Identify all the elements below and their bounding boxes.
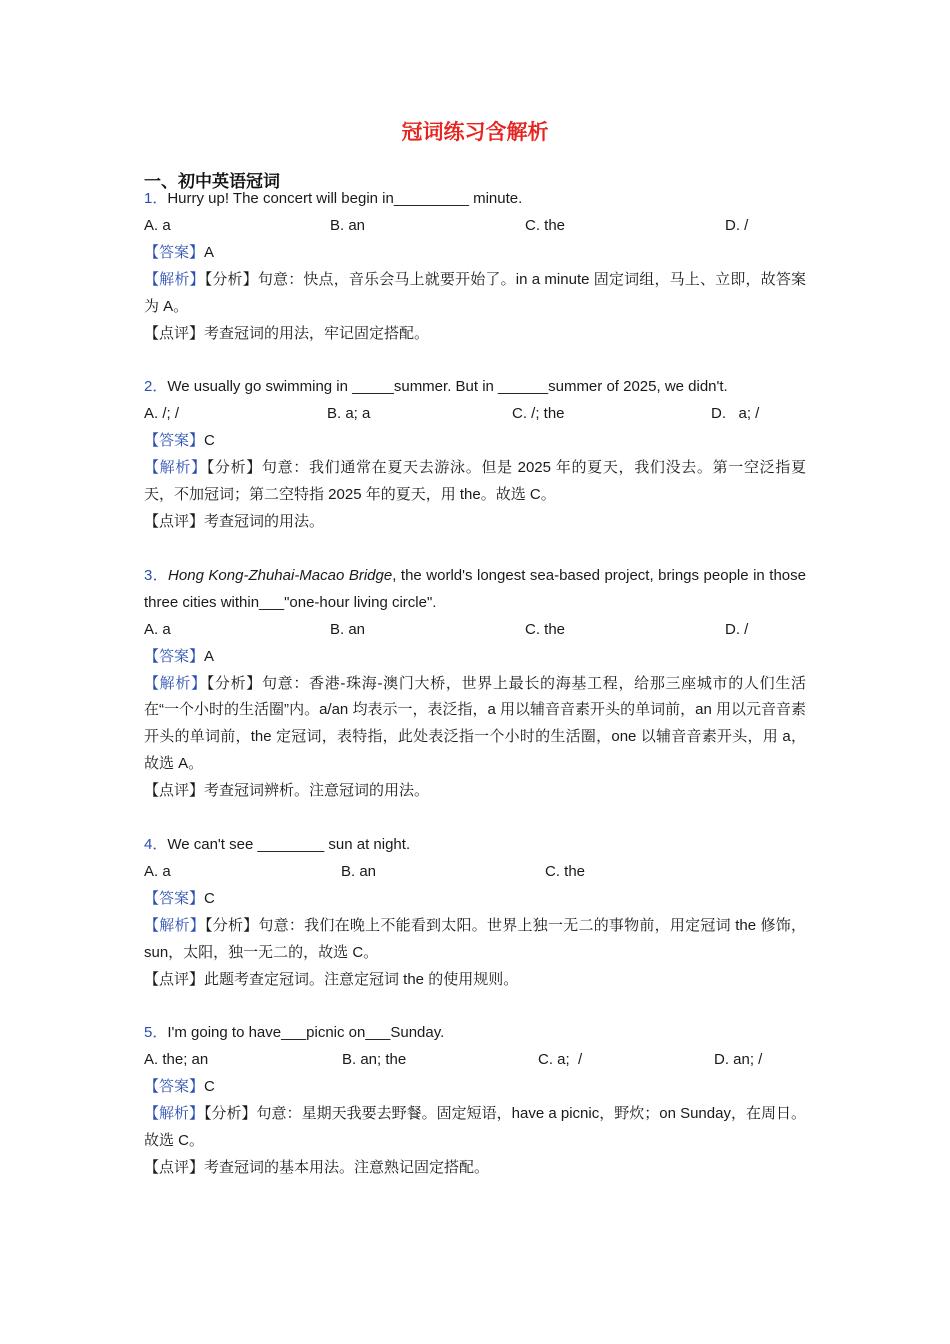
option-c: C. the (525, 620, 566, 638)
review-line: 【点评】考查冠词辨析。注意冠词的用法。 (144, 782, 430, 800)
answer-value: A (204, 647, 215, 665)
review-line: 【点评】此题考查定冠词。注意定冠词 the 的使用规则。 (144, 970, 519, 988)
option-b: B. an (330, 620, 366, 638)
analysis-text: 【分析】句意：快点，音乐会马上就要开始了。in a minute 固定词组，马上、立即，故答案为 A。 (144, 270, 806, 315)
answer-line (144, 644, 806, 671)
option-c: C. the (545, 862, 586, 880)
answer-value: C (204, 432, 215, 450)
question-number: 3． (144, 566, 169, 584)
option-d: D. a; / (711, 405, 760, 423)
section-heading: 一、初中英语冠词 (144, 172, 280, 192)
question-list (144, 186, 806, 1182)
option-d: D. an; / (714, 1051, 763, 1069)
answer-value: C (204, 889, 215, 907)
question-stem: 1．Hurry up! The concert will begin in_________ minute. (144, 190, 523, 207)
option-c: C. /; the (512, 405, 565, 423)
option-a: A. a (144, 216, 171, 234)
question-item (144, 374, 806, 535)
question-number: 2． (144, 378, 168, 396)
question-item (144, 1020, 806, 1181)
answer-options (144, 859, 806, 886)
option-b: B. an (330, 216, 366, 234)
review-line: 【点评】考查冠词的用法。 (144, 512, 325, 530)
analysis-tag: 【解析】 (144, 1105, 205, 1123)
analysis-tag: 【解析】 (144, 459, 207, 477)
document-title: 冠词练习含解析 (401, 119, 549, 144)
analysis-paragraph (144, 913, 806, 967)
answer-tag: 【答案】 (144, 1078, 205, 1096)
answer-line (144, 428, 806, 455)
analysis-text: 【分析】句意：我们在晚上不能看到太阳。世界上独一无二的事物前，用定冠词 the 修饰，sun，太阳，独一无二的，故选 C。 (144, 916, 806, 961)
question-stem: 3．Hong Kong-Zhuhai-Macao Bridge, the world's longest sea-based project, brings people in those three cities within___"one-hour living circle". (144, 566, 806, 611)
option-a: A. /; / (144, 405, 180, 423)
question-item (144, 186, 806, 347)
answer-value: C (204, 1078, 215, 1096)
option-c: C. a; / (538, 1051, 583, 1069)
question-item (144, 832, 806, 993)
analysis-paragraph (144, 455, 806, 509)
answer-options (144, 617, 806, 644)
answer-options (144, 401, 806, 428)
option-a: A. a (144, 620, 171, 638)
analysis-text: 【分析】句意：星期天我要去野餐。固定短语，have a picnic，野炊；on Sunday，在周日。故选 C。 (144, 1105, 806, 1150)
question-number: 5． (144, 1024, 168, 1042)
answer-line (144, 1074, 806, 1101)
analysis-tag: 【解析】 (144, 674, 207, 692)
answer-line (144, 240, 806, 267)
answer-tag: 【答案】 (144, 889, 205, 907)
question-number: 4． (144, 836, 168, 854)
answer-tag: 【答案】 (144, 647, 205, 665)
option-d: D. / (725, 620, 749, 638)
analysis-text: 【分析】句意：我们通常在夏天去游泳。但是 2025 年的夏天，我们没去。第一空泛指夏天，不加冠词；第二空特指 2025 年的夏天，用 the。故选 C。 (144, 459, 806, 504)
review-line: 【点评】考查冠词的基本用法。注意熟记固定搭配。 (144, 1159, 490, 1176)
question-stem: 2．We usually go swimming in _____summer. But in ______summer of 2025, we didn't. (144, 378, 728, 396)
answer-options (144, 1047, 806, 1074)
option-b: B. an; the (342, 1051, 407, 1069)
option-c: C. the (525, 216, 566, 234)
question-number: 1． (144, 190, 168, 207)
question-stem: 4．We can't see ________ sun at night. (144, 836, 411, 854)
question-item (144, 563, 806, 805)
analysis-paragraph (144, 671, 806, 779)
answer-value: A (204, 243, 215, 261)
answer-tag: 【答案】 (144, 432, 205, 450)
question-stem-italic: Hong Kong-Zhuhai-Macao Bridge (168, 566, 393, 584)
option-d: D. / (725, 216, 749, 234)
answer-line (144, 886, 806, 913)
option-a: A. the; an (144, 1051, 209, 1069)
option-b: B. an (341, 862, 377, 880)
review-line: 【点评】考查冠词的用法，牢记固定搭配。 (144, 324, 430, 342)
analysis-tag: 【解析】 (144, 916, 205, 934)
analysis-paragraph (144, 267, 806, 321)
answer-tag: 【答案】 (144, 243, 205, 261)
option-b: B. a; a (327, 405, 371, 423)
answer-options (144, 213, 806, 240)
option-a: A. a (144, 862, 171, 880)
analysis-paragraph (144, 1101, 806, 1155)
question-stem: 5．I'm going to have___picnic on___Sunday. (144, 1024, 445, 1042)
analysis-text: 【分析】句意：香港-珠海-澳门大桥，世界上最长的海基工程，给那三座城市的人们生活在“一个小时的生活圈”内。a/an 均表示一，表泛指，a 用以辅音音素开头的单词前，an 用以元音音素开头的单词前，the 定冠词，表特指，此处表泛指一个小时的生活圈，one 以辅音音素开头，用 a，故选 A。 (144, 674, 806, 773)
analysis-tag: 【解析】 (144, 270, 205, 288)
